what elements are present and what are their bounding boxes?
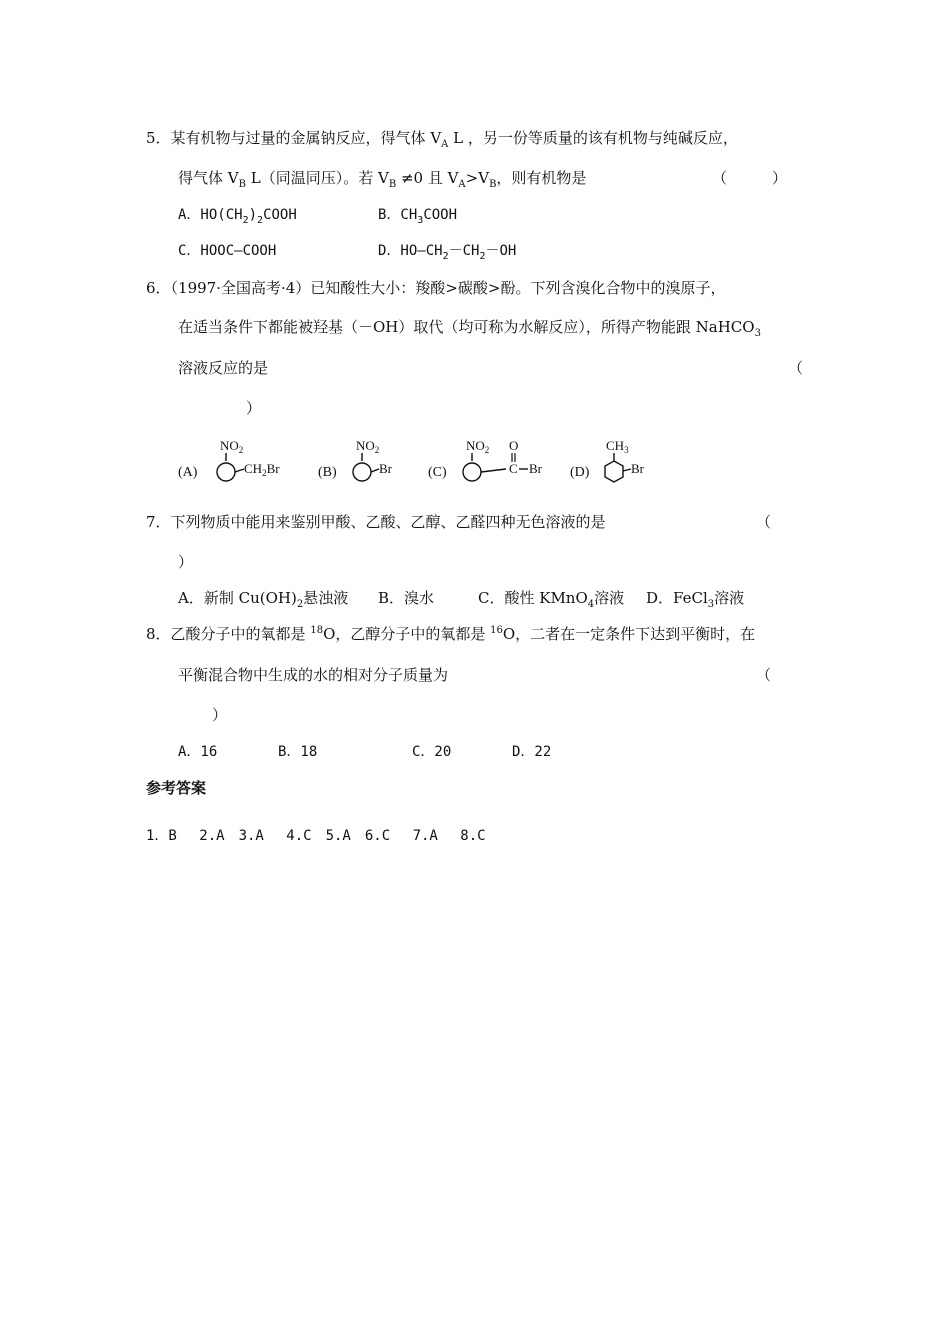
q6-line2: 在适当条件下都能被羟基（－OH）取代（均可称为水解反应），所得产物能跟 NaHCO$_3$ bbox=[178, 318, 761, 339]
q5-option-c: C．HOOC—COOH bbox=[178, 243, 277, 259]
q5-number: 5． bbox=[146, 129, 171, 147]
benzene-ring-icon bbox=[353, 463, 371, 481]
structure-d bbox=[605, 438, 645, 482]
q7-option-d: D．FeCl$_3$溶液 bbox=[646, 589, 745, 610]
benzene-ring-icon bbox=[463, 463, 481, 481]
svg-text:NO2: $NO_2$ bbox=[356, 438, 380, 455]
q8-option-c: C．20 bbox=[412, 744, 452, 760]
q8-line1: 8．乙酸分子中的氧都是 $^{18}$O，乙醇分子中的氧都是 $^{16}$O，二者在一定条件下达到平衡时，在 bbox=[146, 625, 756, 643]
structure-b-label: (B) bbox=[318, 465, 337, 480]
svg-text:Br: Br bbox=[529, 461, 542, 476]
svg-text:NO2: $NO_2$ bbox=[466, 438, 490, 455]
q5-line2: 得气体 $V_B$ L（同温同压）。若 $V_B \ne 0$ 且 $V_A>V_B$，则有机物是 bbox=[178, 169, 587, 190]
svg-text:C: C bbox=[509, 461, 518, 476]
q6-line1: 6．（1997·全国高考·4）已知酸性大小：羧酸>碳酸>酚。下列含溴化合物中的溴原子， bbox=[146, 279, 726, 297]
structure-a bbox=[217, 438, 280, 481]
q6-paren-close: ） bbox=[246, 399, 262, 417]
q6-number: 6． bbox=[146, 279, 171, 297]
q5-option-a: A．$HO(CH_2)_2COOH$ bbox=[178, 207, 297, 226]
q5-option-d: D．$HO—CH_2-CH_2-OH$ bbox=[378, 243, 517, 262]
structure-c bbox=[463, 438, 543, 481]
q7-number: 7． bbox=[146, 513, 171, 531]
structure-d-label: (D) bbox=[570, 465, 590, 480]
q7-paren-open: （ bbox=[756, 513, 772, 531]
q7-line1: 7．下列物质中能用来鉴别甲酸、乙酸、乙醇、乙醛四种无色溶液的是 bbox=[146, 513, 606, 531]
svg-text:O: O bbox=[509, 438, 519, 453]
answers-heading: 参考答案 bbox=[146, 779, 207, 797]
q7-option-b: B．溴水 bbox=[378, 589, 435, 607]
q7-option-a: A．新制 $Cu(OH)_2$悬浊液 bbox=[178, 589, 349, 610]
svg-text:Br: Br bbox=[379, 461, 392, 476]
q8-option-d: D．22 bbox=[512, 744, 552, 760]
structure-b bbox=[353, 438, 393, 481]
svg-text:CH2Br: $CH_2Br$ bbox=[244, 461, 280, 478]
q5-line1: 5．某有机物与过量的金属钠反应，得气体 $V_A$ L ，另一份等质量的该有机物与纯碱反应， bbox=[146, 129, 738, 150]
structure-a-label: (A) bbox=[178, 465, 198, 480]
q8-option-a: A．16 bbox=[178, 744, 218, 760]
q5-option-b: B．$CH_3COOH$ bbox=[378, 207, 458, 226]
bromide-structures-figure bbox=[176, 436, 676, 488]
svg-text:NO2: $NO_2$ bbox=[220, 438, 244, 455]
q8-line2: 平衡混合物中生成的水的相对分子质量为 bbox=[178, 666, 449, 684]
q6-paren-open: （ bbox=[788, 359, 804, 377]
benzene-ring-icon bbox=[217, 463, 235, 481]
cyclohexane-ring-icon bbox=[605, 461, 623, 482]
q8-paren-open: （ bbox=[756, 666, 772, 684]
q6-line3: 溶液反应的是 bbox=[178, 359, 269, 377]
q7-paren-close: ） bbox=[178, 553, 194, 571]
answers-list: 1．B 2.A 3.A 4.C 5.A 6.C 7.A 8.C bbox=[146, 828, 486, 844]
structure-c-label: (C) bbox=[428, 465, 447, 480]
q8-paren-close: ） bbox=[212, 706, 228, 724]
q8-number: 8． bbox=[146, 625, 171, 643]
svg-text:Br: Br bbox=[631, 461, 644, 476]
q5-answer-paren: （ ） bbox=[712, 169, 788, 187]
svg-text:CH3: $CH_3$ bbox=[606, 438, 629, 455]
q8-option-b: B．18 bbox=[278, 744, 318, 760]
q7-option-c: C．酸性 KMnO$_4$溶液 bbox=[478, 589, 625, 610]
